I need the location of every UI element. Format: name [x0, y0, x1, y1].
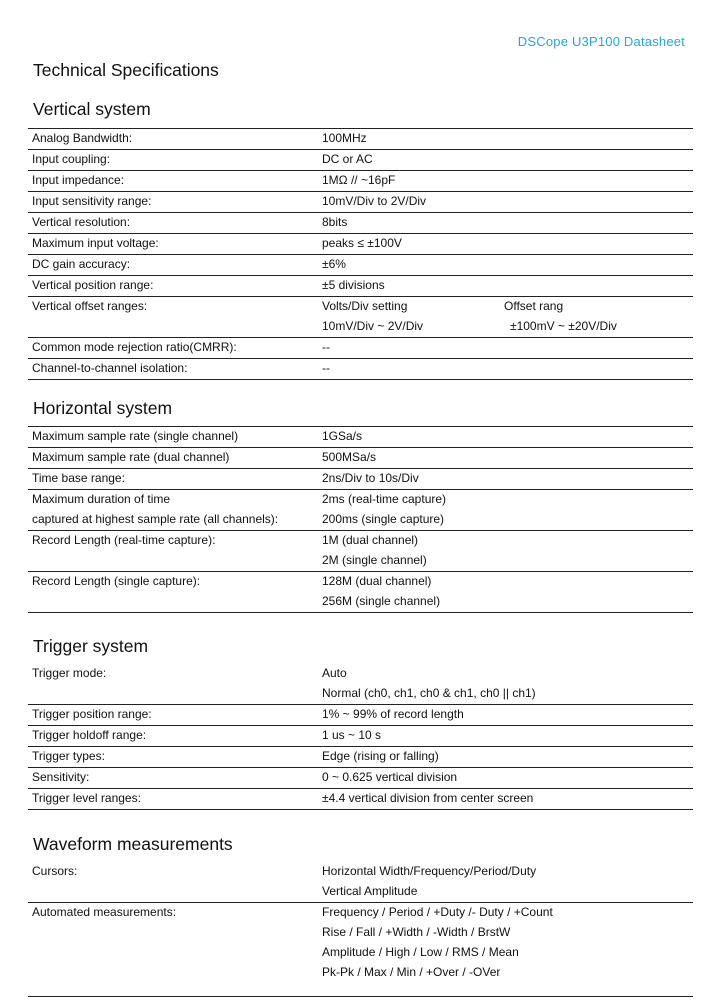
bottom-divider: [28, 996, 693, 997]
spec-label: Vertical resolution:: [28, 213, 317, 234]
spec-label: DC gain accuracy:: [28, 255, 317, 276]
spec-value: 10mV/Div to 2V/Div: [317, 192, 693, 213]
offset-col2-header: Offset rang: [504, 299, 564, 313]
table-row: [28, 551, 693, 572]
spec-value: Rise / Fall / +Width / -Width / BrstW: [322, 925, 511, 939]
spec-value: 200ms (single capture): [317, 510, 693, 531]
section-title-waveform: Waveform measurements: [33, 834, 233, 854]
spec-label: Trigger mode:: [32, 666, 107, 680]
table-row: [28, 255, 693, 276]
section-title-vertical: Vertical system: [33, 99, 151, 119]
spec-value: Frequency / Period / +Duty /- Duty / +Count: [322, 905, 553, 919]
spec-label: Maximum sample rate (dual channel): [28, 448, 317, 469]
vertical-spec-table: [28, 128, 693, 380]
spec-value: Edge (rising or falling): [317, 747, 693, 768]
spec-value: peaks ≤ ±100V: [317, 234, 693, 255]
table-row: [28, 572, 693, 593]
table-row: [28, 297, 693, 318]
table-row: [28, 768, 693, 789]
spec-value: 2ns/Div to 10s/Div: [317, 469, 693, 490]
table-row: [28, 359, 693, 380]
spec-value: --: [317, 338, 693, 359]
spec-value: ±4.4 vertical division from center screen: [317, 789, 693, 810]
spec-label: Vertical position range:: [28, 276, 317, 297]
spec-value: 1 us ~ 10 s: [317, 726, 693, 747]
spec-label: Maximum input voltage:: [28, 234, 317, 255]
spec-value: 1MΩ // ~16pF: [317, 171, 693, 192]
spec-value: 8bits: [317, 213, 693, 234]
spec-value: 1% ~ 99% of record length: [317, 705, 693, 726]
table-row: [28, 747, 693, 768]
table-row: [28, 276, 693, 297]
spec-label: Record Length (single capture):: [32, 574, 201, 588]
section-title-horizontal: Horizontal system: [33, 398, 173, 418]
spec-label: Trigger position range:: [28, 705, 317, 726]
offset-col1-value: 10mV/Div ~ 2V/Div: [322, 319, 424, 333]
document-title: Technical Specifications: [33, 60, 219, 80]
table-row: [28, 664, 693, 684]
spec-value: Vertical Amplitude: [317, 882, 693, 903]
spec-label: Record Length (real-time capture):: [32, 533, 216, 547]
table-row: [28, 726, 693, 747]
table-row: [28, 592, 693, 613]
table-row: [28, 882, 693, 903]
horizontal-spec-table: [28, 426, 693, 613]
spec-label: Sensitivity:: [28, 768, 317, 789]
spec-value: DC or AC: [317, 150, 693, 171]
spec-value: Amplitude / High / Low / RMS / Mean: [322, 945, 519, 959]
spec-label: Cursors:: [32, 864, 78, 878]
spec-value: 100MHz: [317, 129, 693, 150]
spec-value: Normal (ch0, ch1, ch0 & ch1, ch0 || ch1): [317, 684, 693, 705]
spec-label: Input sensitivity range:: [28, 192, 317, 213]
spec-label: captured at highest sample rate (all channels):: [28, 510, 317, 531]
section-title-trigger: Trigger system: [33, 636, 149, 656]
spec-value: Horizontal Width/Frequency/Period/Duty: [322, 864, 537, 878]
spec-value: Pk-Pk / Max / Min / +Over / -OVer: [322, 965, 501, 979]
spec-value: 2M (single channel): [317, 551, 693, 572]
table-row: [28, 923, 693, 943]
table-row: [28, 903, 693, 924]
table-row: [28, 427, 693, 448]
spec-label: Automated measurements:: [32, 905, 177, 919]
spec-value: ±5 divisions: [317, 276, 693, 297]
table-row: [28, 150, 693, 171]
spec-value: Auto: [322, 666, 347, 680]
spec-label: Maximum duration of time: [32, 492, 171, 506]
table-row: [28, 684, 693, 705]
document-header: DSCope U3P100 Datasheet: [517, 34, 685, 49]
table-row: [28, 192, 693, 213]
table-row: [28, 129, 693, 150]
trigger-spec-table: [28, 664, 693, 810]
spec-value: --: [317, 359, 693, 380]
table-row: [28, 531, 693, 552]
spec-label: Trigger types:: [28, 747, 317, 768]
spec-label: Maximum sample rate (single channel): [28, 427, 317, 448]
spec-value: 500MSa/s: [317, 448, 693, 469]
spec-label: Trigger holdoff range:: [28, 726, 317, 747]
spec-label: Input impedance:: [28, 171, 317, 192]
spec-value: 1M (dual channel): [322, 533, 419, 547]
spec-value: 1GSa/s: [317, 427, 693, 448]
table-row: [28, 490, 693, 511]
spec-value: 0 ~ 0.625 vertical division: [317, 768, 693, 789]
spec-value: 256M (single channel): [317, 592, 693, 613]
table-row: [28, 448, 693, 469]
spec-label: Analog Bandwidth:: [28, 129, 317, 150]
spec-label: Channel-to-channel isolation:: [28, 359, 317, 380]
spec-label: Common mode rejection ratio(CMRR):: [28, 338, 317, 359]
offset-col2-value: ±100mV ~ ±20V/Div: [510, 319, 617, 333]
table-row: [28, 213, 693, 234]
table-row: [28, 338, 693, 359]
offset-value-cell: [317, 317, 693, 338]
spec-label: Input coupling:: [28, 150, 317, 171]
spec-label: Time base range:: [28, 469, 317, 490]
table-row: [28, 510, 693, 531]
spec-value: 2ms (real-time capture): [322, 492, 447, 506]
table-row: [28, 705, 693, 726]
table-row: [28, 317, 693, 338]
spec-label: Trigger level ranges:: [28, 789, 317, 810]
table-row: [28, 943, 693, 963]
table-row: [28, 789, 693, 810]
table-row: [28, 963, 693, 983]
offset-col1-header: Volts/Div setting: [322, 299, 408, 313]
spec-value: 128M (dual channel): [322, 574, 432, 588]
table-row: [28, 469, 693, 490]
waveform-spec-table: [28, 862, 693, 983]
table-row: [28, 862, 693, 882]
offset-header-cell: [317, 297, 693, 318]
table-row: [28, 234, 693, 255]
table-row: [28, 171, 693, 192]
spec-label: Vertical offset ranges:: [32, 299, 148, 313]
spec-value: ±6%: [317, 255, 693, 276]
